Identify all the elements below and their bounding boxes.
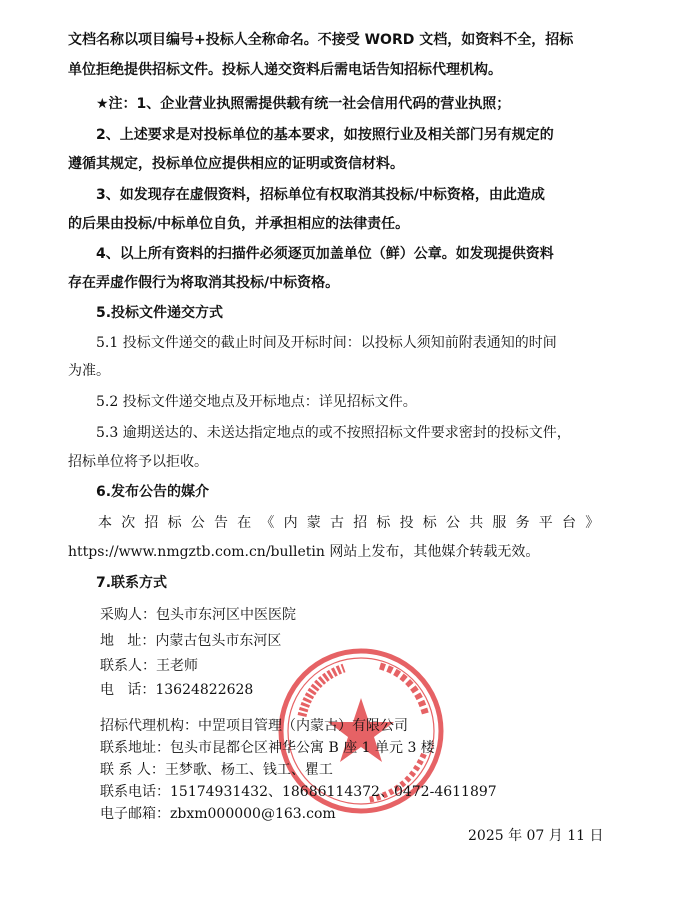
purchaser-line: 采购人：包头市东河区中医医院 <box>100 607 296 623</box>
section-6-title: 6.发布公告的媒介 <box>96 484 210 500</box>
note-4-line-2: 存在弄虚作假行为将取消其投标/中标资格。 <box>68 275 340 291</box>
purchaser-contact-line: 联系人：王老师 <box>100 658 198 674</box>
purchaser-phone-line: 电 话：13624822628 <box>100 682 254 698</box>
paragraph-top-line-1: 文档名称以项目编号+投标人全称命名。不接受 WORD 文档，如资料不全，招标 <box>68 32 574 48</box>
document-date: 2025 年 07 月 11 日 <box>468 828 604 844</box>
section-5-1-line-2: 为准。 <box>68 363 110 379</box>
section-7-title: 7.联系方式 <box>96 575 168 591</box>
section-5-3-line-2: 招标单位将予以拒收。 <box>68 454 208 470</box>
section-5-1-line-1: 5.1 投标文件递交的截止时间及开标时间：以投标人须知前附表通知的时间 <box>96 335 557 351</box>
agency-line: 招标代理机构：中罡项目管理（内蒙古）有限公司 <box>100 718 408 734</box>
section-6-line-2: https://www.nmgztb.com.cn/bulletin 网站上发布，其他媒介转载无效。 <box>68 544 540 560</box>
agency-email-line: 电子邮箱：zbxm000000@163.com <box>100 806 336 822</box>
note-4-line-1: 4、以上所有资料的扫描件必须逐页加盖单位（鲜）公章。如发现提供资料 <box>96 246 554 262</box>
note-2-line-1: 2、上述要求是对投标单位的基本要求，如按照行业及相关部门另有规定的 <box>96 127 554 143</box>
section-5-3-line-1: 5.3 逾期送达的、未送达指定地点的或不按照招标文件要求密封的投标文件， <box>96 425 571 441</box>
purchaser-address-line: 地 址：内蒙古包头市东河区 <box>100 633 282 649</box>
note-3-line-1: 3、如发现存在虚假资料，招标单位有权取消其投标/中标资格，由此造成 <box>96 187 545 203</box>
agency-address-line: 联系地址：包头市昆都仑区神华公寓 B 座 1 单元 3 楼 <box>100 740 435 756</box>
section-6-line-1: 本次招标公告在《内蒙古招标投标公共服务平台》 <box>98 515 609 531</box>
paragraph-top-line-2: 单位拒绝提供招标文件。投标人递交资料后需电话告知招标代理机构。 <box>68 62 502 78</box>
section-5-title: 5.投标文件递交方式 <box>96 305 224 321</box>
agency-contact-line: 联 系 人：王梦歌、杨工、钱工、瞿工 <box>100 762 333 778</box>
agency-phone-line: 联系电话：15174931432、18686114372、0472-4611897 <box>100 784 497 800</box>
note-1: ★注：1、企业营业执照需提供载有统一社会信用代码的营业执照； <box>96 96 511 112</box>
section-5-2: 5.2 投标文件递交地点及开标地点：详见招标文件。 <box>96 394 417 410</box>
note-3-line-2: 的后果由投标/中标单位自负，并承担相应的法律责任。 <box>68 216 410 232</box>
note-2-line-2: 遵循其规定，投标单位应提供相应的证明或资信材料。 <box>68 156 404 172</box>
